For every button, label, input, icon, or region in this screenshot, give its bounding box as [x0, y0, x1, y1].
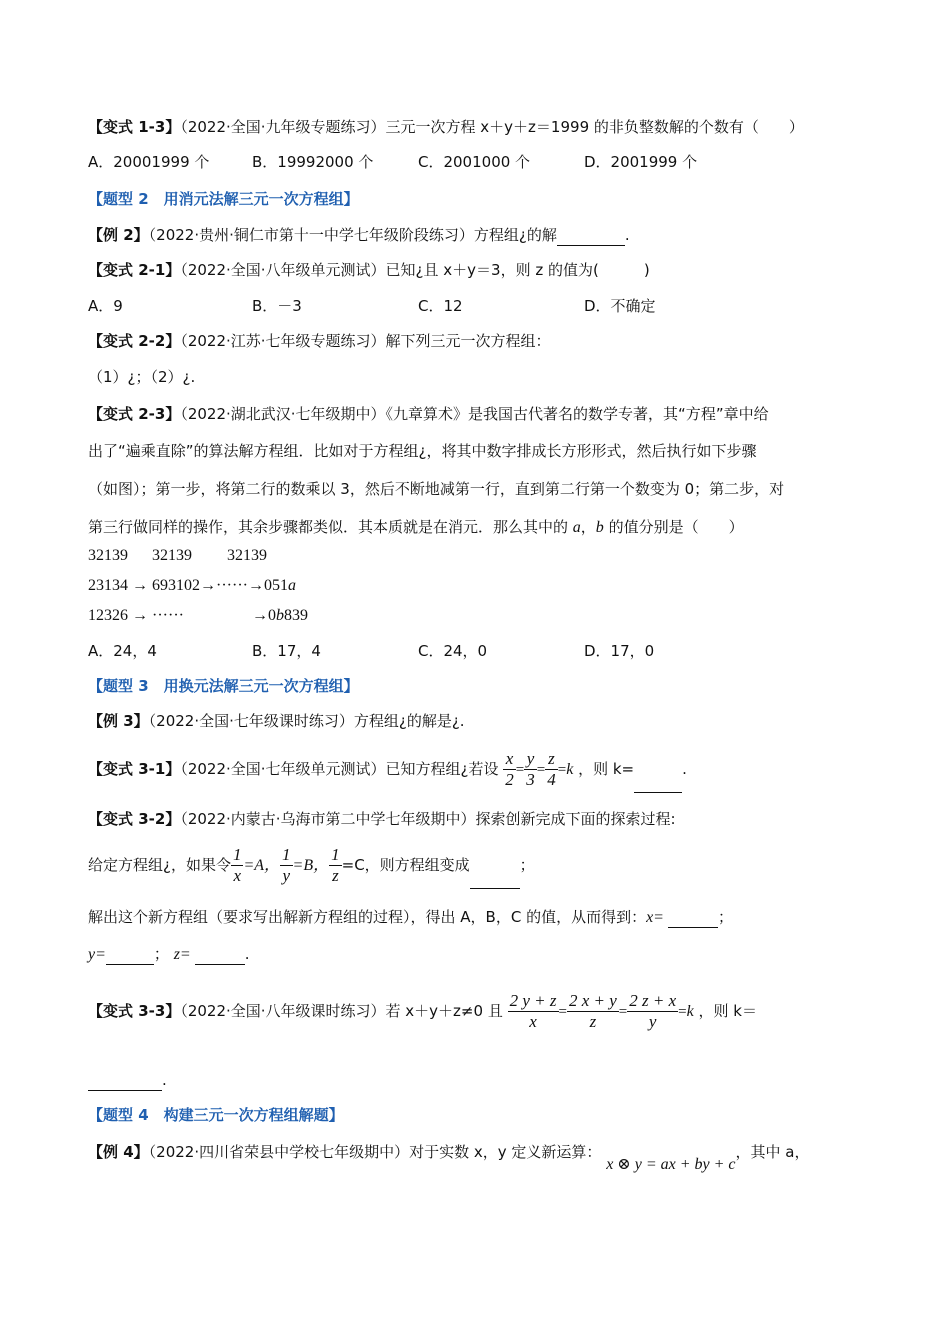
- question-text: ，则 k＝: [698, 1002, 757, 1020]
- variant-2-3-line2: 出了“遍乘直除”的算法解方程组．比如对于方程组¿，将其中数字排成长方形形式，然后执行如下步骤: [88, 442, 757, 460]
- fraction-x-over-2: $\frac{x}{2}$: [505, 749, 514, 789]
- option-b: B．－3: [252, 297, 302, 315]
- example-3-question: [88, 711, 465, 731]
- option-a: A．24，4: [88, 642, 157, 660]
- answer-blank: [88, 1070, 162, 1091]
- y-answer-label: y=: [88, 946, 106, 963]
- var-b: b: [276, 607, 284, 624]
- example-tag: 【例 4】: [88, 1143, 149, 1161]
- option-c: C．12: [418, 297, 463, 315]
- matrix-text: 23134 → 693102→······→051: [88, 577, 288, 594]
- variant-2-3-line3: （如图）；第一步，将第二行的数乘以 3，然后不断地减第一行，直到第二行第一个数变为 0；第二步，对: [88, 480, 785, 498]
- matrix-row3-a: 12326 → ······: [88, 607, 184, 624]
- matrix-row1-c: 32139: [227, 547, 267, 564]
- x-answer-label: x=: [646, 909, 668, 926]
- variant-2-2-question: [88, 331, 551, 351]
- answer-blank: [470, 842, 520, 889]
- question-text: （2022·全国·八年级单元测试）已知¿且 x＋y＝3，则 z 的值为( ): [180, 261, 650, 279]
- separator: ；: [153, 945, 169, 963]
- option-c: C．24，0: [418, 642, 488, 660]
- fraction-1-over-z: $\frac{1}{z}$: [331, 845, 340, 885]
- answer-blank: [557, 225, 625, 246]
- equals: =: [515, 762, 525, 778]
- fraction-2z-plus-x-over-y: $\frac{2 z + x}{y}$: [629, 991, 677, 1031]
- question-text: （2022·湖北武汉·七年级期中）《九章算术》是我国古代著名的数学专著，其“方程”章中给: [180, 405, 769, 423]
- variant-tag: 【变式 3-1】: [88, 760, 181, 778]
- equals: =: [557, 762, 567, 778]
- substitution-c: =C，则方程组变成: [341, 856, 470, 874]
- fraction-1-over-x: $\frac{1}{x}$: [232, 845, 242, 885]
- fraction-z-over-4: $\frac{z}{4}$: [547, 749, 556, 789]
- equals: =: [618, 1004, 628, 1020]
- answer-blank: [634, 746, 682, 793]
- fraction-1-over-y: $\frac{1}{y}$: [282, 845, 291, 885]
- matrix-text: 839: [284, 607, 308, 624]
- option-d: D．不确定: [584, 297, 656, 315]
- matrix-row1-a: 32139: [88, 547, 128, 564]
- example-4-question: [88, 1142, 810, 1173]
- section-title-type3: 【题型 3 用换元法解三元一次方程组】: [88, 677, 359, 695]
- end-mark: .: [244, 945, 250, 963]
- variant-3-2-line3: [88, 907, 733, 928]
- fraction-2x-plus-y-over-z: $\frac{2 x + y}{z}$: [568, 991, 617, 1031]
- var-a: a: [287, 577, 296, 594]
- matrix-text: →0: [252, 607, 276, 624]
- option-b: B．19992000 个: [252, 153, 374, 171]
- option-d: D．17，0: [584, 642, 655, 660]
- fraction-2y-plus-z-over-x: $\frac{2 y + z}{x}$: [509, 991, 557, 1031]
- equals: =: [678, 1004, 687, 1020]
- variant-tag: 【变式 2-2】: [88, 332, 181, 350]
- question-text: （2022·全国·七年级单元测试）已知方程组¿若设: [180, 760, 499, 778]
- var-k: k: [686, 1003, 694, 1020]
- example-2-question: [88, 225, 630, 246]
- var-b: b: [595, 519, 604, 536]
- end-mark: .: [682, 760, 687, 778]
- end-mark: .: [162, 1071, 167, 1089]
- question-text: 第三行做同样的操作，其余步骤都类似．其本质就是在消元．那么其中的: [88, 518, 573, 536]
- separator: ；: [717, 908, 733, 926]
- separator: ；: [519, 856, 535, 874]
- variant-2-3-line4: [88, 517, 744, 538]
- equals: =: [536, 762, 546, 778]
- option-c: C．2001000 个: [418, 153, 531, 171]
- answer-blank: [106, 944, 154, 965]
- variant-tag: 【变式 1-3】: [88, 118, 181, 136]
- z-answer-label: z=: [173, 946, 195, 963]
- variant-3-3-question: [88, 988, 757, 1035]
- option-d: D．2001999 个: [584, 153, 698, 171]
- matrix-row2: [88, 576, 296, 596]
- fraction-y-over-3: $\frac{y}{3}$: [526, 749, 535, 789]
- variant-2-2-subparts: （1）¿；（2）¿.: [88, 368, 196, 386]
- question-text: 的值分别是（ ）: [603, 518, 744, 536]
- variant-tag: 【变式 3-2】: [88, 810, 181, 828]
- question-text: （2022·四川省荣县中学校七年级期中）对于实数 x，y 定义新运算：: [148, 1143, 602, 1161]
- question-text: 解出这个新方程组（要求写出解新方程组的过程），得出 A，B，C 的值，从而得到：: [88, 908, 647, 926]
- substitution-a: =A，: [243, 857, 281, 874]
- question-text: （2022·江苏·七年级专题练习）解下列三元一次方程组：: [180, 332, 551, 350]
- example-tag: 【例 3】: [88, 712, 149, 730]
- question-text: （2022·贵州·铜仁市第十一中学七年级阶段练习）方程组¿的解: [148, 226, 557, 244]
- section-title-type4: 【题型 4 构建三元一次方程组解题】: [88, 1106, 344, 1124]
- variant-3-1-question: [88, 746, 687, 793]
- var-k: k: [566, 761, 574, 778]
- end-mark: .: [624, 226, 630, 244]
- question-text: 给定方程组¿，如果令: [88, 856, 231, 874]
- example-tag: 【例 2】: [88, 226, 149, 244]
- substitution-b: =B，: [292, 857, 330, 874]
- option-a: A．20001999 个: [88, 153, 210, 171]
- question-text: （2022·全国·九年级专题练习）三元一次方程 x＋y＋z＝1999 的非负整数解的个数有（ ）: [180, 118, 804, 136]
- matrix-row3-b: [252, 606, 308, 626]
- variant-tag: 【变式 3-3】: [88, 1002, 181, 1020]
- question-text: （2022·全国·八年级课时练习）若 x＋y＋z≠0 且: [180, 1002, 503, 1020]
- operation-formula: x ⊗ y = ax + by + c: [606, 1156, 736, 1173]
- variant-1-3-question: [88, 117, 804, 137]
- separator: ，: [580, 518, 596, 536]
- variant-2-3-line1: [88, 404, 769, 424]
- question-text: （2022·内蒙古·乌海市第二中学七年级期中）探索创新完成下面的探索过程:: [180, 810, 676, 828]
- variant-3-3-answer-line: [88, 1070, 167, 1091]
- variant-3-2-line4: [88, 944, 250, 965]
- variant-3-2-line2: [88, 842, 535, 889]
- matrix-row1-b: 32139: [152, 547, 192, 564]
- answer-blank: [668, 907, 718, 928]
- var-a: a: [572, 519, 581, 536]
- answer-blank: [195, 944, 245, 965]
- question-text: （2022·全国·七年级课时练习）方程组¿的解是¿.: [148, 712, 465, 730]
- variant-tag: 【变式 2-1】: [88, 261, 181, 279]
- section-title-type2: 【题型 2 用消元法解三元一次方程组】: [88, 190, 359, 208]
- variant-tag: 【变式 2-3】: [88, 405, 181, 423]
- variant-3-2-question: [88, 809, 676, 829]
- variant-2-1-question: [88, 260, 650, 280]
- question-text: ，其中 a，: [735, 1143, 810, 1161]
- option-a: A．9: [88, 297, 123, 315]
- equals: =: [558, 1004, 567, 1020]
- option-b: B．17，4: [252, 642, 321, 660]
- question-text: ，则 k=: [578, 760, 635, 778]
